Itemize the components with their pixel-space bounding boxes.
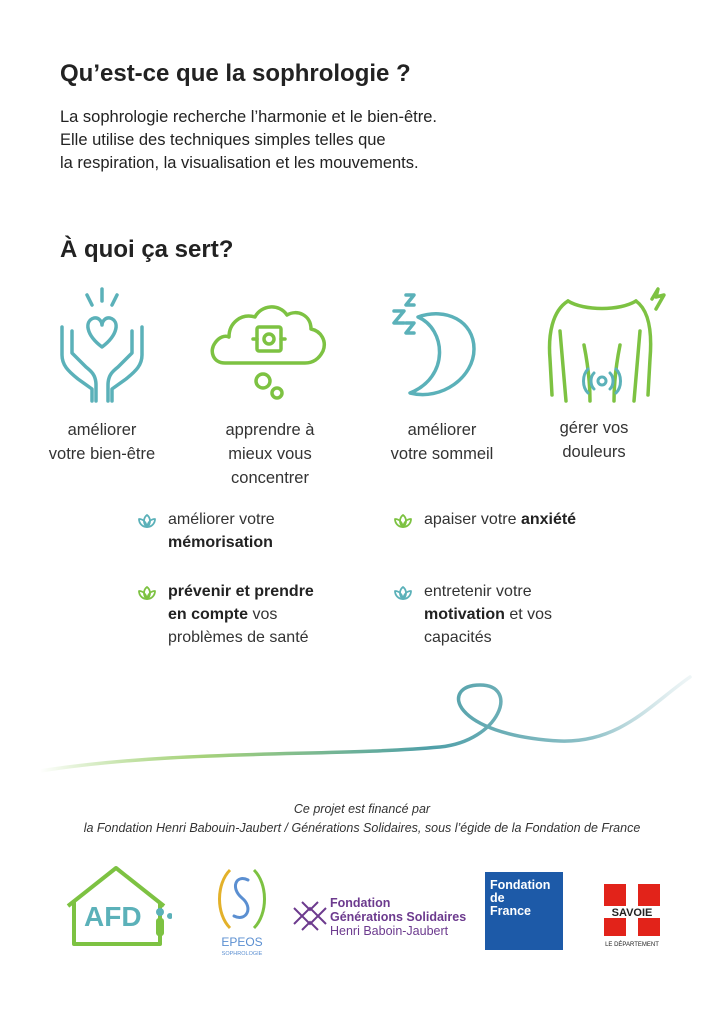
afd-logo-text: AFD	[84, 901, 142, 932]
benefit-label-line: améliorer	[407, 421, 477, 439]
epeos-logo-sub: SOPHROLOGIE	[221, 951, 263, 957]
page-title: Qu’est-ce que la sophrologie ?	[60, 60, 411, 87]
point-bold: motivation	[424, 606, 505, 623]
epeos-logo-name: EPEOS	[221, 935, 263, 949]
savoie-logo-name: SAVOIE	[611, 907, 653, 919]
hands-heart-icon	[52, 285, 152, 405]
point-bold: prévenir et prendre	[168, 583, 314, 600]
moon-sleep-icon	[384, 285, 494, 410]
point-text: capacités	[424, 629, 492, 646]
benefit-label-line: améliorer	[67, 421, 137, 439]
intro-line: Elle utilise des techniques simples telles que	[60, 131, 386, 149]
fdf-logo-line: Fondation	[490, 878, 551, 892]
intro-text	[60, 106, 437, 175]
fdf-logo-line: France	[490, 904, 531, 918]
point-item	[168, 580, 314, 649]
benefit-label	[362, 418, 522, 466]
section-title: À quoi ça sert?	[60, 236, 234, 263]
credits-line: Ce projet est financé par	[293, 802, 431, 816]
point-text: apaiser votre	[424, 511, 521, 528]
fgs-logo-line: Fondation	[330, 896, 391, 910]
point-bold: mémorisation	[168, 534, 273, 551]
point-text: améliorer votre	[168, 511, 275, 528]
savoie-logo-sub: LE DÉPARTEMENT	[605, 942, 659, 948]
benefit-label-line: gérer vos	[559, 419, 629, 437]
point-bold: anxiété	[520, 511, 577, 528]
benefit-label-line: douleurs	[562, 443, 626, 461]
point-text: problèmes de santé	[168, 629, 309, 646]
epeos-logo	[212, 866, 272, 958]
lotus-leaf-icon	[138, 514, 156, 528]
cloud-focus-icon	[205, 285, 330, 405]
point-item	[168, 508, 275, 554]
lotus-leaf-icon	[138, 586, 156, 600]
savoie-logo	[592, 880, 672, 950]
lotus-leaf-icon	[394, 514, 412, 528]
fgs-logo-line: Henri Baboin-Jaubert	[330, 924, 449, 938]
fgs-logo	[290, 896, 470, 940]
benefit-label-line: votre bien-être	[48, 445, 156, 463]
intro-line: la respiration, la visualisation et les mouvements.	[60, 154, 419, 172]
fdf-logo-line: de	[490, 891, 505, 905]
benefit-label	[514, 416, 674, 464]
ribbon-decoration	[0, 665, 724, 785]
point-item	[424, 580, 552, 649]
benefit-label-line: concentrer	[231, 469, 309, 487]
benefit-label-line: apprendre à	[225, 421, 315, 439]
credits	[0, 800, 724, 838]
afd-logo	[62, 864, 172, 948]
intro-line: La sophrologie recherche l’harmonie et le bien-être.	[60, 108, 437, 126]
point-text: et vos	[504, 606, 553, 623]
point-text: vos	[248, 606, 278, 623]
credits-line: la Fondation Henri Babouin-Jaubert / Générations Solidaires, sous l’égide de la Fondation de France	[83, 821, 641, 835]
point-text: entretenir votre	[424, 583, 532, 600]
benefit-label	[22, 418, 182, 466]
benefit-label	[190, 418, 350, 490]
fgs-logo-line: Générations Solidaires	[330, 910, 467, 924]
point-item	[424, 508, 576, 531]
benefit-label-line: votre sommeil	[390, 445, 494, 463]
body-pain-icon	[540, 285, 670, 410]
benefit-label-line: mieux vous	[228, 445, 312, 463]
lotus-leaf-icon	[394, 586, 412, 600]
fdf-logo	[485, 872, 563, 950]
point-bold: en compte	[168, 606, 249, 623]
